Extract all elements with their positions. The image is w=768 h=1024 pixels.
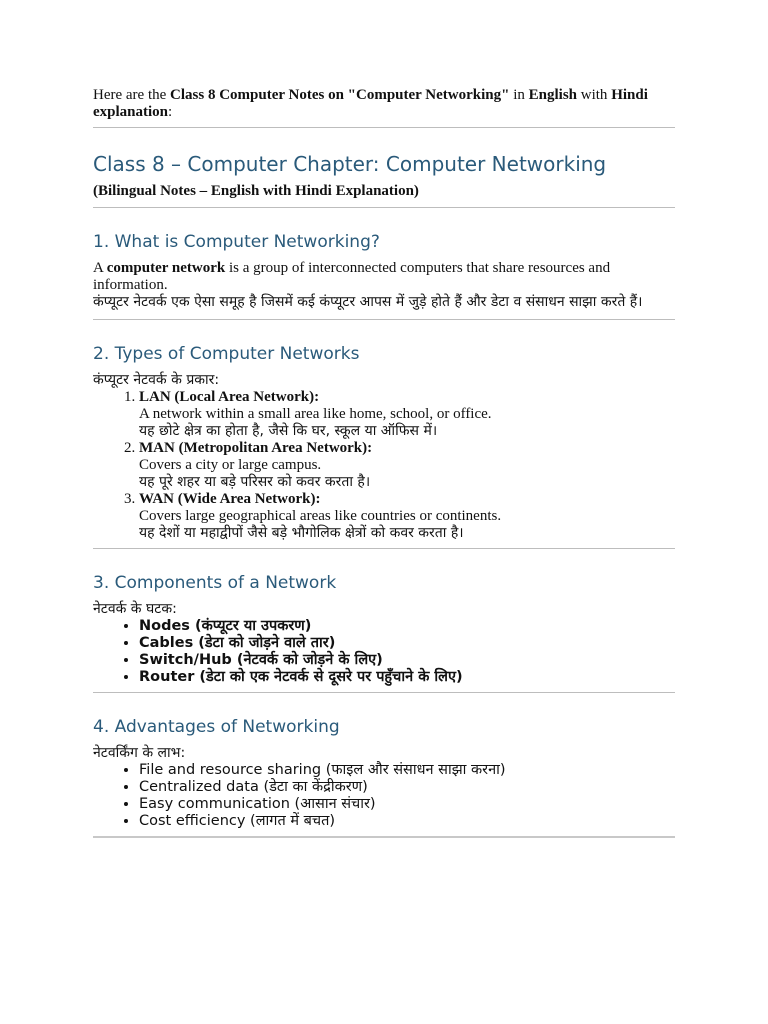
divider xyxy=(93,127,675,128)
divider xyxy=(93,319,675,320)
list-item-desc: Covers a city or large campus. xyxy=(139,457,322,473)
section-1-heading: 1. What is Computer Networking? xyxy=(93,232,380,252)
intro-text: in xyxy=(509,87,529,103)
list-item-title: 2. MAN (Metropolitan Area Network): xyxy=(139,440,373,456)
divider xyxy=(93,548,675,549)
intro-text: Here are the xyxy=(93,87,171,103)
intro-bold-english: English xyxy=(528,87,578,103)
section-2-hindi-intro: कंप्यूटर नेटवर्क के प्रकार: xyxy=(93,372,220,388)
network-types-list xyxy=(93,389,675,542)
list-item xyxy=(139,491,675,542)
components-list xyxy=(93,618,675,686)
list-item: • Router (डेटा को एक नेटवर्क से दूसरे पर पहुँचाने के लिए) xyxy=(139,669,675,686)
list-item-hindi: यह छोटे क्षेत्र का होता है, जैसे कि घर, स्कूल या ऑफिस में। xyxy=(139,423,438,439)
list-item: • Cables (डेटा को जोड़ने वाले तार) xyxy=(139,635,675,652)
section-1-hindi: कंप्यूटर नेटवर्क एक ऐसा समूह है जिसमें कई कंप्यूटर आपस में जुड़े होते हैं और डेटा व संसाधन साझा करते हैं। xyxy=(93,294,643,310)
list-item: • Switch/Hub (नेटवर्क को जोड़ने के लिए) xyxy=(139,652,675,669)
list-item-desc: Covers large geographical areas like countries or continents. xyxy=(139,508,502,524)
intro-text: : xyxy=(168,104,173,120)
intro-bold-hindi: Hindi explanation xyxy=(93,87,648,120)
section-3-heading: 3. Components of a Network xyxy=(93,573,337,593)
page-title: Class 8 – Computer Chapter: Computer Networking xyxy=(93,152,607,176)
list-item: • File and resource sharing (फाइल और संसाधन साझा करना) xyxy=(139,762,675,779)
divider xyxy=(93,836,675,838)
document-content xyxy=(93,87,675,838)
list-item-desc: A network within a small area like home, school, or office. xyxy=(139,406,492,422)
list-item: • Cost efficiency (लागत में बचत) xyxy=(139,813,675,830)
list-item-title: 1. LAN (Local Area Network): xyxy=(139,389,320,405)
paragraph-text: is a group of interconnected computers that share resources and information. xyxy=(93,260,611,293)
list-item: • Nodes (कंप्यूटर या उपकरण) xyxy=(139,618,675,635)
intro-text: with xyxy=(577,87,612,103)
list-item xyxy=(139,440,675,491)
section-4-hindi-intro: नेटवर्किंग के लाभ: xyxy=(93,745,186,761)
section-2-heading: 2. Types of Computer Networks xyxy=(93,344,360,364)
list-item xyxy=(139,389,675,440)
section-1-paragraph xyxy=(93,260,675,294)
intro-bold-notes: Class 8 Computer Notes on "Computer Networking" xyxy=(170,87,510,103)
list-item: • Centralized data (डेटा का केंद्रीकरण) xyxy=(139,779,675,796)
section-4-heading: 4. Advantages of Networking xyxy=(93,717,340,737)
list-item-hindi: यह पूरे शहर या बड़े परिसर को कवर करता है। xyxy=(139,474,371,490)
paragraph-text: A xyxy=(93,260,107,276)
list-item-hindi: यह देशों या महाद्वीपों जैसे बड़े भौगोलिक क्षेत्रों को कवर करता है। xyxy=(139,525,464,541)
intro-paragraph xyxy=(93,87,675,121)
page-subtitle: (Bilingual Notes – English with Hindi Explanation) xyxy=(93,183,419,199)
divider xyxy=(93,692,675,693)
paragraph-bold: computer network xyxy=(106,260,226,276)
list-item-title: 3. WAN (Wide Area Network): xyxy=(139,491,321,507)
section-3-hindi-intro: नेटवर्क के घटक: xyxy=(93,601,177,617)
divider xyxy=(93,207,675,208)
list-item: • Easy communication (आसान संचार) xyxy=(139,796,675,813)
advantages-list xyxy=(93,762,675,830)
